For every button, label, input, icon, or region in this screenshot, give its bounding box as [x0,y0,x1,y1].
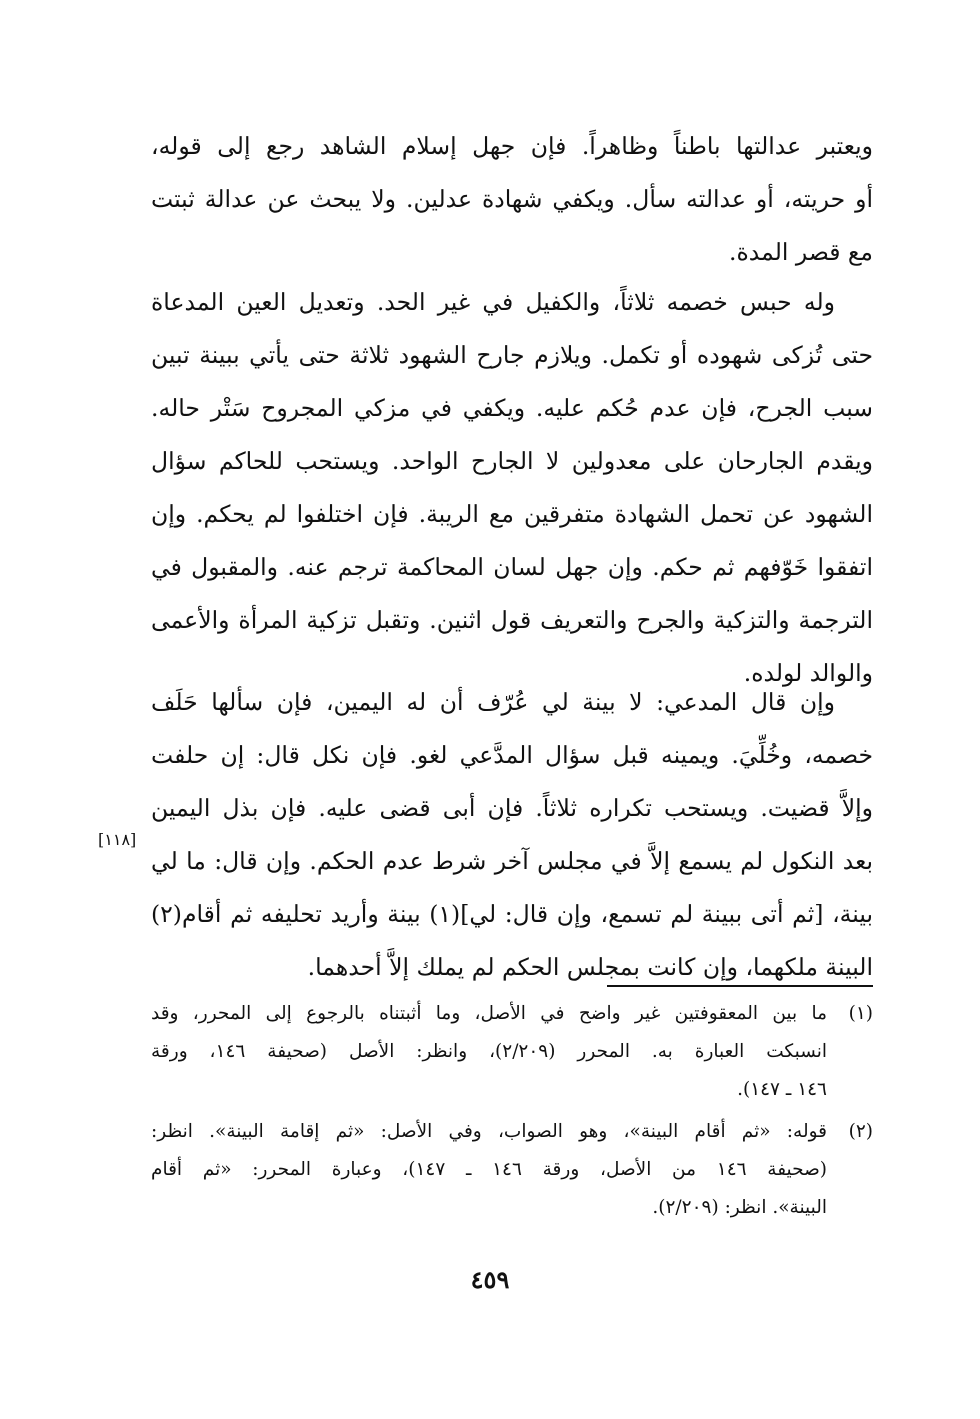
footnote-line: (صحيفة ١٤٦ من الأصل، ورقة ١٤٦ ـ ١٤٧)، وعبارة المحرر: «ثم أقام [151,1159,827,1180]
text-line: الشهود عن تحمل الشهادة متفرقين مع الريبة. فإن اختلفوا لم يحكم. وإن [151,500,873,528]
text-line: بينة، [ثم أتى ببينة لم تسمع، وإن قال: لي](١) بينة وأريد تحليفه ثم أقام(٢) [151,900,873,928]
text-line: وإن قال المدعي: لا بينة لي عُرّف أن له اليمين، فإن سألها حَلَف [151,688,835,716]
text-line: سبب الجرح، فإن عدم حُكم عليه. ويكفي في مزكي المجروح سَتْر حاله. [151,394,873,422]
footnote-number: (١) [848,1003,873,1024]
text-line: اتفقوا خَوّفهم ثم حكم. وإن جهل لسان المحاكمة ترجم عنه. والمقبول في [151,553,873,581]
text-line: والوالد لولده. [743,659,873,687]
footnote-number: (٢) [848,1121,873,1142]
text-line: وله حبس خصمه ثلاثاً، والكفيل في غير الحد. وتعديل العين المدعاة [151,288,835,316]
footnote-line: ١٤٦ ـ ١٤٧). [737,1079,827,1100]
footnote-line: قوله: «ثم أقام البينة»، وهو الصواب، وفي الأصل: «ثم إقامة البينة». انظر: [151,1121,827,1142]
text-line: ويقدم الجارحان على معدولين لا الجارح الواحد. ويستحب للحاكم سؤال [151,447,873,475]
text-line: حتى تُزكى شهوده أو تكمل. ويلازم جارح الشهود ثلاثة حتى يأتي ببينة تبين [151,341,873,369]
footnote-1 [151,995,873,1109]
text-line: خصمه، وخُلِّيَ. ويمينه قبل سؤال المدَّعي لغو. فإن نكل قال: إن حلفت [151,741,873,769]
paragraph-1 [151,120,873,279]
text-line: مع قصر المدة. [728,238,873,266]
text-line: وإلاَّ قضيت. ويستحب تكراره ثلاثاً. فإن أبى قضى عليه. فإن بذل اليمين [151,794,873,822]
page-number: ٤٥٩ [470,1265,510,1294]
text-line: بعد النكول لم يسمع إلاَّ في مجلس آخر شرط عدم الحكم. وإن قال: ما لي [151,847,873,875]
text-line: ويعتبر عدالتها باطناً وظاهراً. فإن جهل إسلام الشاهد رجع إلى قوله، [151,132,873,160]
paragraph-2 [151,276,873,700]
footnote-line: البينة». انظر: (٢/٢٠٩). [652,1197,827,1218]
text-line: البينة ملكهما، وإن كانت بمجلس الحكم لم يملك إلاَّ أحدهما. [307,953,873,981]
footnote-line: ما بين المعقوفتين غير واضح في الأصل، وما أثبتناه بالرجوع إلى المحرر، وقد [151,1003,827,1024]
footnotes [151,995,873,1231]
footnote-2 [151,1113,873,1227]
footnote-line: انسبكت العبارة به. المحرر (٢/٢٠٩)، وانظر: الأصل (صحيفة ١٤٦، ورقة [151,1041,827,1062]
text-line: أو حريته، أو عدالته سأل. ويكفي شهادة عدلين. ولا يبحث عن عدالة ثبتت [151,185,873,213]
text-line: الترجمة والتزكية والجرح والتعريف قول اثنين. وتقبل تزكية المرأة والأعمى [151,606,873,634]
paragraph-3 [151,676,873,994]
margin-folio-reference: [١١٨] [98,830,137,849]
footnote-separator [607,985,873,987]
